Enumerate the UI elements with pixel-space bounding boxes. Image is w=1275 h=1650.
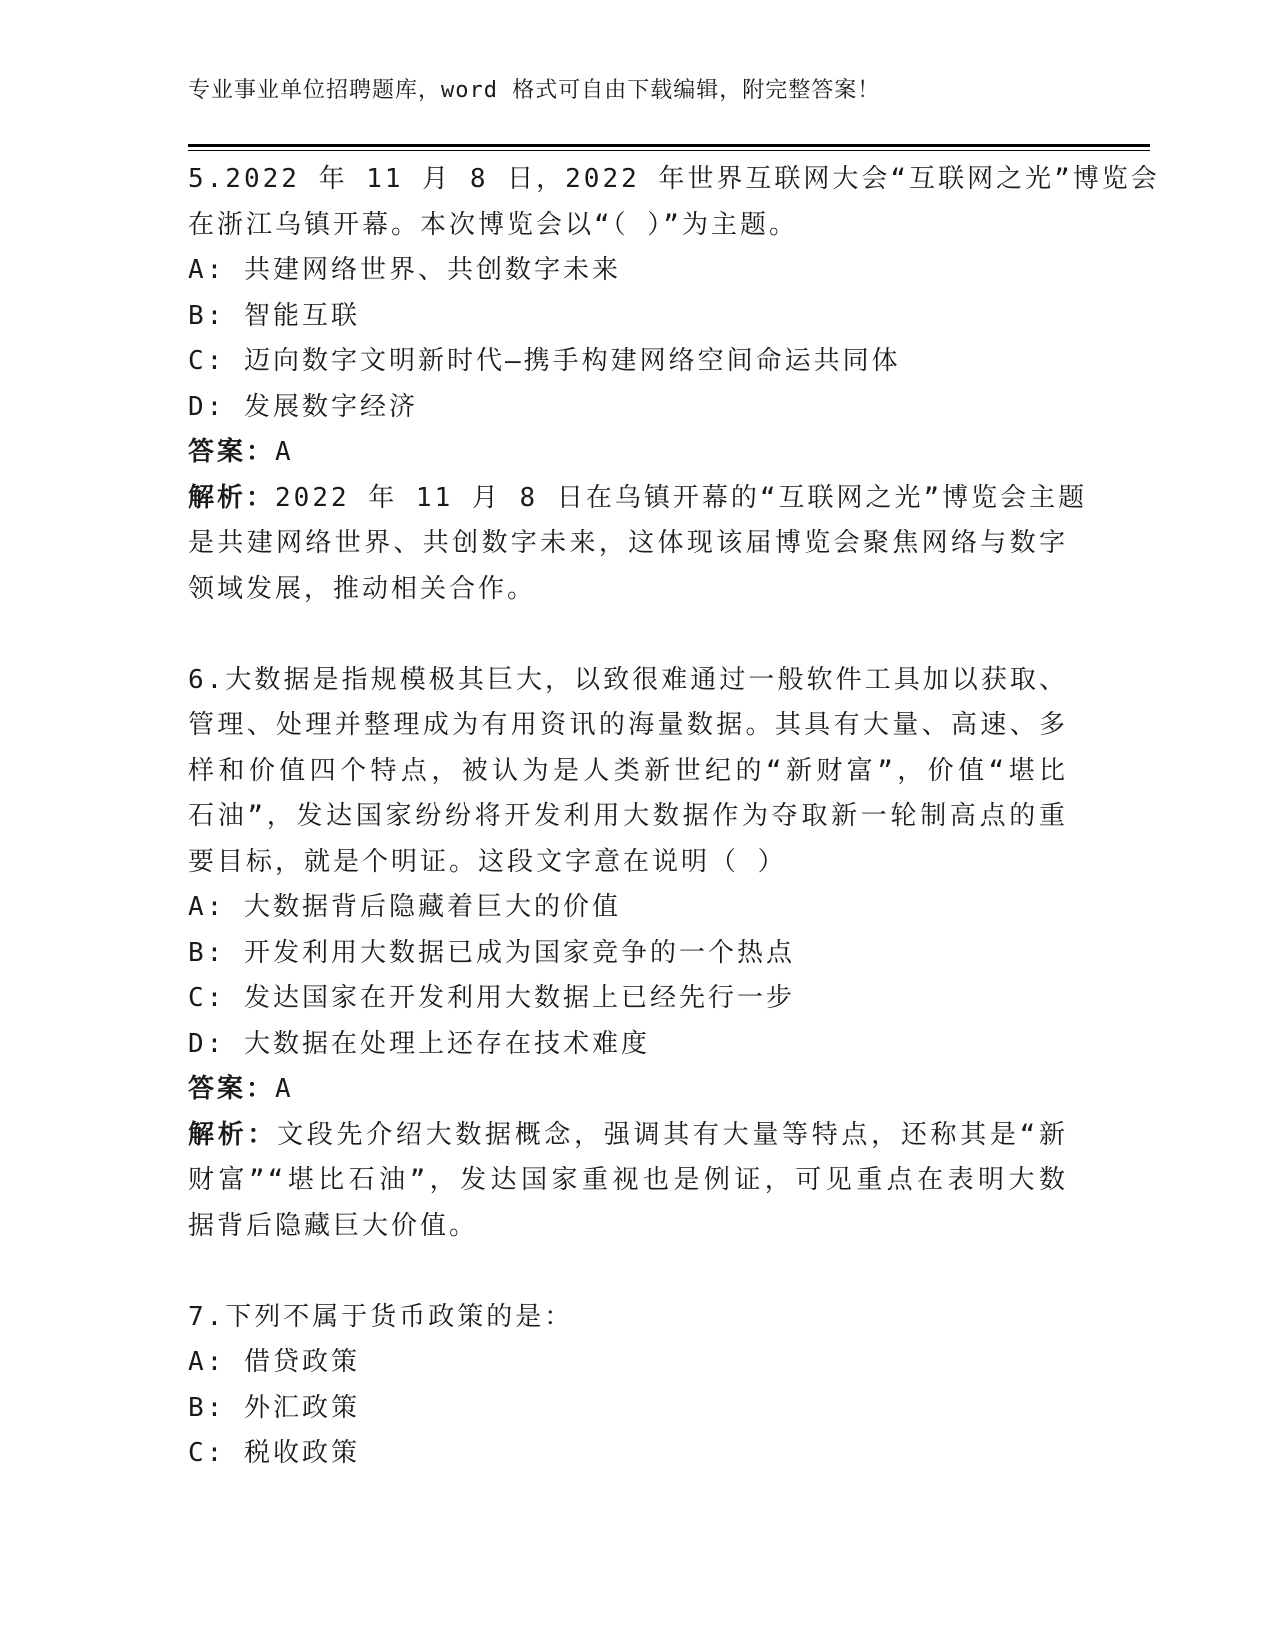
spacer: [188, 612, 1068, 658]
header-rule-thin: [188, 150, 1150, 151]
question-stem-line: 石油”，发达国家纷纷将开发利用大数据作为夺取新一轮制高点的重: [188, 801, 1068, 831]
analysis-text: 2022 年 11 月 8 日在乌镇开幕的“互联网之光”博览会主题: [275, 482, 1088, 513]
option-b: B: 智能互联: [188, 300, 360, 331]
question-stem-line: 5.2022 年 11 月 8 日，2022 年世界互联网大会“互联网之光”博览会: [188, 164, 1160, 194]
option-b: B: 外汇政策: [188, 1392, 360, 1423]
option-d: D: 大数据在处理上还存在技术难度: [188, 1028, 650, 1059]
option-c: C: 迈向数字文明新时代—携手构建网络空间命运共同体: [188, 346, 901, 376]
question-stem-line: 7.下列不属于货币政策的是：: [188, 1301, 574, 1332]
analysis-line: [188, 476, 1088, 522]
answer-line: [188, 1067, 1068, 1113]
question-content: [188, 157, 1160, 1477]
analysis-label: 解析：: [188, 1119, 278, 1150]
answer-value: A: [275, 437, 294, 467]
option-b: B: 开发利用大数据已成为国家竞争的一个热点: [188, 937, 795, 968]
analysis-line: 领域发展，推动相关合作。: [188, 573, 537, 604]
answer-value: A: [275, 1074, 294, 1104]
question-stem-line: 样和价值四个特点，被认为是人类新世纪的“新财富”，价值“堪比: [188, 755, 1068, 786]
page-header: 专业事业单位招聘题库，word 格式可自由下载编辑，附完整答案！: [188, 78, 881, 103]
option-d: D: 发展数字经济: [188, 391, 418, 422]
question-stem-line: 管理、处理并整理成为有用资讯的海量数据。其具有大量、高速、多: [188, 710, 1068, 740]
option-c: C: 税收政策: [188, 1438, 360, 1468]
question-6: [188, 658, 1068, 1250]
question-stem-line: 在浙江乌镇开幕。本次博览会以“（ ）”为主题。: [188, 209, 798, 240]
question-7: [188, 1295, 1068, 1477]
analysis-label: 解析：: [188, 482, 276, 513]
answer-label: 答案：: [188, 1074, 276, 1104]
option-a: A: 大数据背后隐藏着巨大的价值: [188, 892, 621, 922]
option-a: A: 共建网络世界、共创数字未来: [188, 255, 621, 285]
question-stem-line: 6.大数据是指规模极其巨大，以致很难通过一般软件工具加以获取、: [188, 664, 1068, 695]
analysis-line: 财富”“堪比石油”，发达国家重视也是例证，可见重点在表明大数: [188, 1165, 1068, 1195]
spacer: [188, 1249, 1068, 1295]
answer-line: [188, 430, 1068, 476]
question-stem-line: 要目标，就是个明证。这段文字意在说明（ ）: [188, 846, 787, 877]
option-c: C: 发达国家在开发利用大数据上已经先行一步: [188, 983, 795, 1013]
question-5: [188, 157, 1160, 612]
analysis-text: 文段先介绍大数据概念，强调其有大量等特点，还称其是“新: [277, 1119, 1068, 1150]
analysis-line: [188, 1113, 1068, 1159]
option-a: A: 借贷政策: [188, 1347, 360, 1377]
analysis-line: 是共建网络世界、共创数字未来，这体现该届博览会聚焦网络与数字: [188, 528, 1068, 558]
header-rule-thick: [188, 144, 1150, 147]
analysis-line: 据背后隐藏巨大价值。: [188, 1210, 479, 1241]
answer-label: 答案：: [188, 437, 276, 467]
